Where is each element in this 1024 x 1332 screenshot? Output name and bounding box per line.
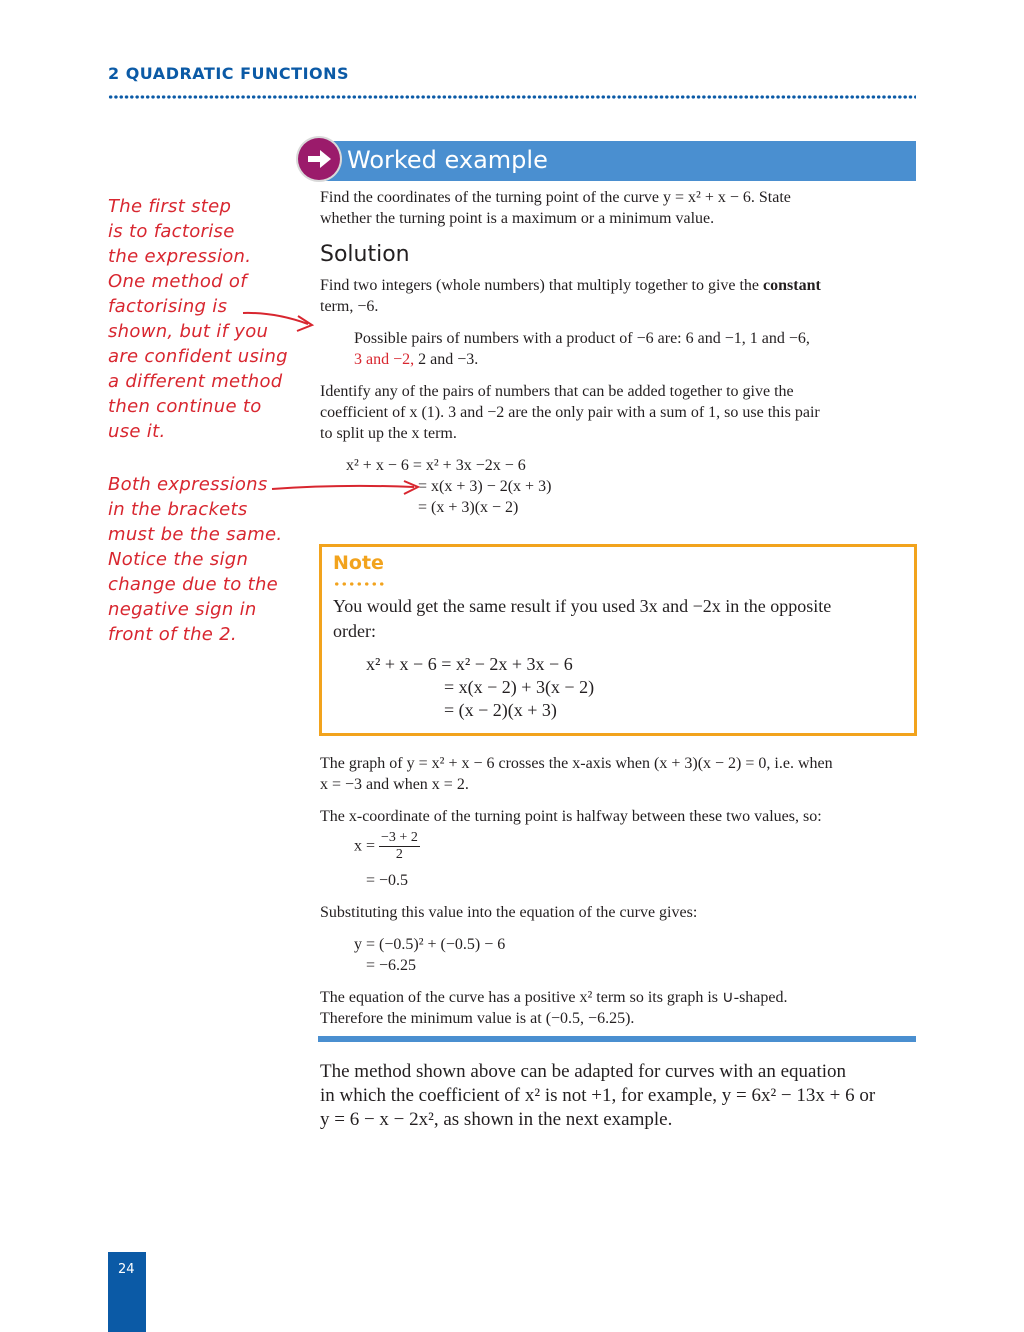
page-number: 24 [118,1262,135,1277]
factor-line-1: x² + x − 6 = x² + 3x −2x − 6 [346,457,526,474]
fraction-lhs: x = [354,837,376,855]
closing-line-3: y = 6 − x − 2x², as shown in the next example. [320,1109,673,1130]
margin-note-line: change due to the [108,574,279,595]
fraction-denominator: 2 [395,847,403,862]
margin-note-line: The first step [108,196,232,217]
conclusion-line-2: Therefore the minimum value is at (−0.5, −6.25). [320,1010,635,1027]
substitution-math-1: y = (−0.5)² + (−0.5) − 6 [354,936,506,953]
closing-line-1: The method shown above can be adapted for curves with an equation [320,1061,847,1082]
note-math-line-3: = (x − 2)(x + 3) [444,700,557,720]
margin-note-line: then continue to [108,396,262,417]
question-line-2: whether the turning point is a maximum or a minimum value. [320,210,715,227]
margin-note-line: in the brackets [108,499,248,520]
margin-note-line: Both expressions [108,474,268,495]
pairs-rest: 2 and −3. [414,351,479,368]
margin-note-line: must be the same. [108,524,283,545]
annotation-arrow-1 [243,313,308,324]
factor-line-2: = x(x + 3) − 2(x + 3) [418,478,552,495]
margin-note-line: are confident using [108,346,288,367]
pairs-line-1: Possible pairs of numbers with a product of −6 are: 6 and −1, 1 and −6, [354,330,810,347]
step1-bold-term: constant [763,277,821,294]
graph-line-2: x = −3 and when x = 2. [320,776,469,793]
note-text-line-2: order: [333,621,376,641]
conclusion-line-1: The equation of the curve has a positive x² term so its graph is ∪-shaped. [320,989,788,1006]
substitution-math-2: = −6.25 [366,957,417,974]
graph-line-1: The graph of y = x² + x − 6 crosses the x-axis when (x + 3)(x − 2) = 0, i.e. when [320,755,833,772]
worked-example-title: Worked example [347,146,548,174]
note-math-line-2: = x(x − 2) + 3(x − 2) [444,677,595,697]
step2-line-1: Identify any of the pairs of numbers that can be added together to give the [320,383,794,400]
note-text-line-1: You would get the same result if you used 3x and −2x in the opposite [333,596,832,616]
step1-line-2: term, −6. [320,298,379,315]
chapter-title: 2 QUADRATIC FUNCTIONS [108,64,350,83]
margin-note-line: negative sign in [108,599,257,620]
margin-note-line: use it. [108,421,166,442]
factor-line-3: = (x + 3)(x − 2) [418,499,519,516]
step1-text: Find two integers (whole numbers) that multiply together to give the [320,277,764,294]
margin-note-line: One method of [108,271,247,292]
substitution-line: Substituting this value into the equation of the curve gives: [320,904,698,921]
note-math-line-1: x² + x − 6 = x² − 2x + 3x − 6 [366,654,573,674]
question-line-1: Find the coordinates of the turning point of the curve y = x² + x − 6. State [320,189,791,206]
step2-line-2: coefficient of x (1). 3 and −2 are the only pair with a sum of 1, so use this pair [320,404,820,421]
fraction-numerator: −3 + 2 [381,830,418,845]
margin-note-line: Notice the sign [108,549,249,570]
margin-note-line: is to factorise [108,221,235,242]
margin-note-line: front of the 2. [108,624,237,645]
margin-note-line: the expression. [108,246,252,267]
margin-note-line: shown, but if you [108,321,269,342]
solution-heading: Solution [320,242,410,267]
halfway-line: The x-coordinate of the turning point is halfway between these two values, so: [320,808,822,825]
closing-line-2: in which the coefficient of x² is not +1, for example, y = 6x² − 13x + 6 or [320,1085,876,1106]
fraction-result: = −0.5 [366,872,409,889]
step2-line-3: to split up the x term. [320,425,457,442]
highlighted-pair: 3 and −2, [354,351,415,368]
margin-note-line: factorising is [108,296,228,317]
margin-note-line: a different method [108,371,283,392]
annotation-arrow-2 [272,486,414,489]
note-title: Note [333,552,384,574]
